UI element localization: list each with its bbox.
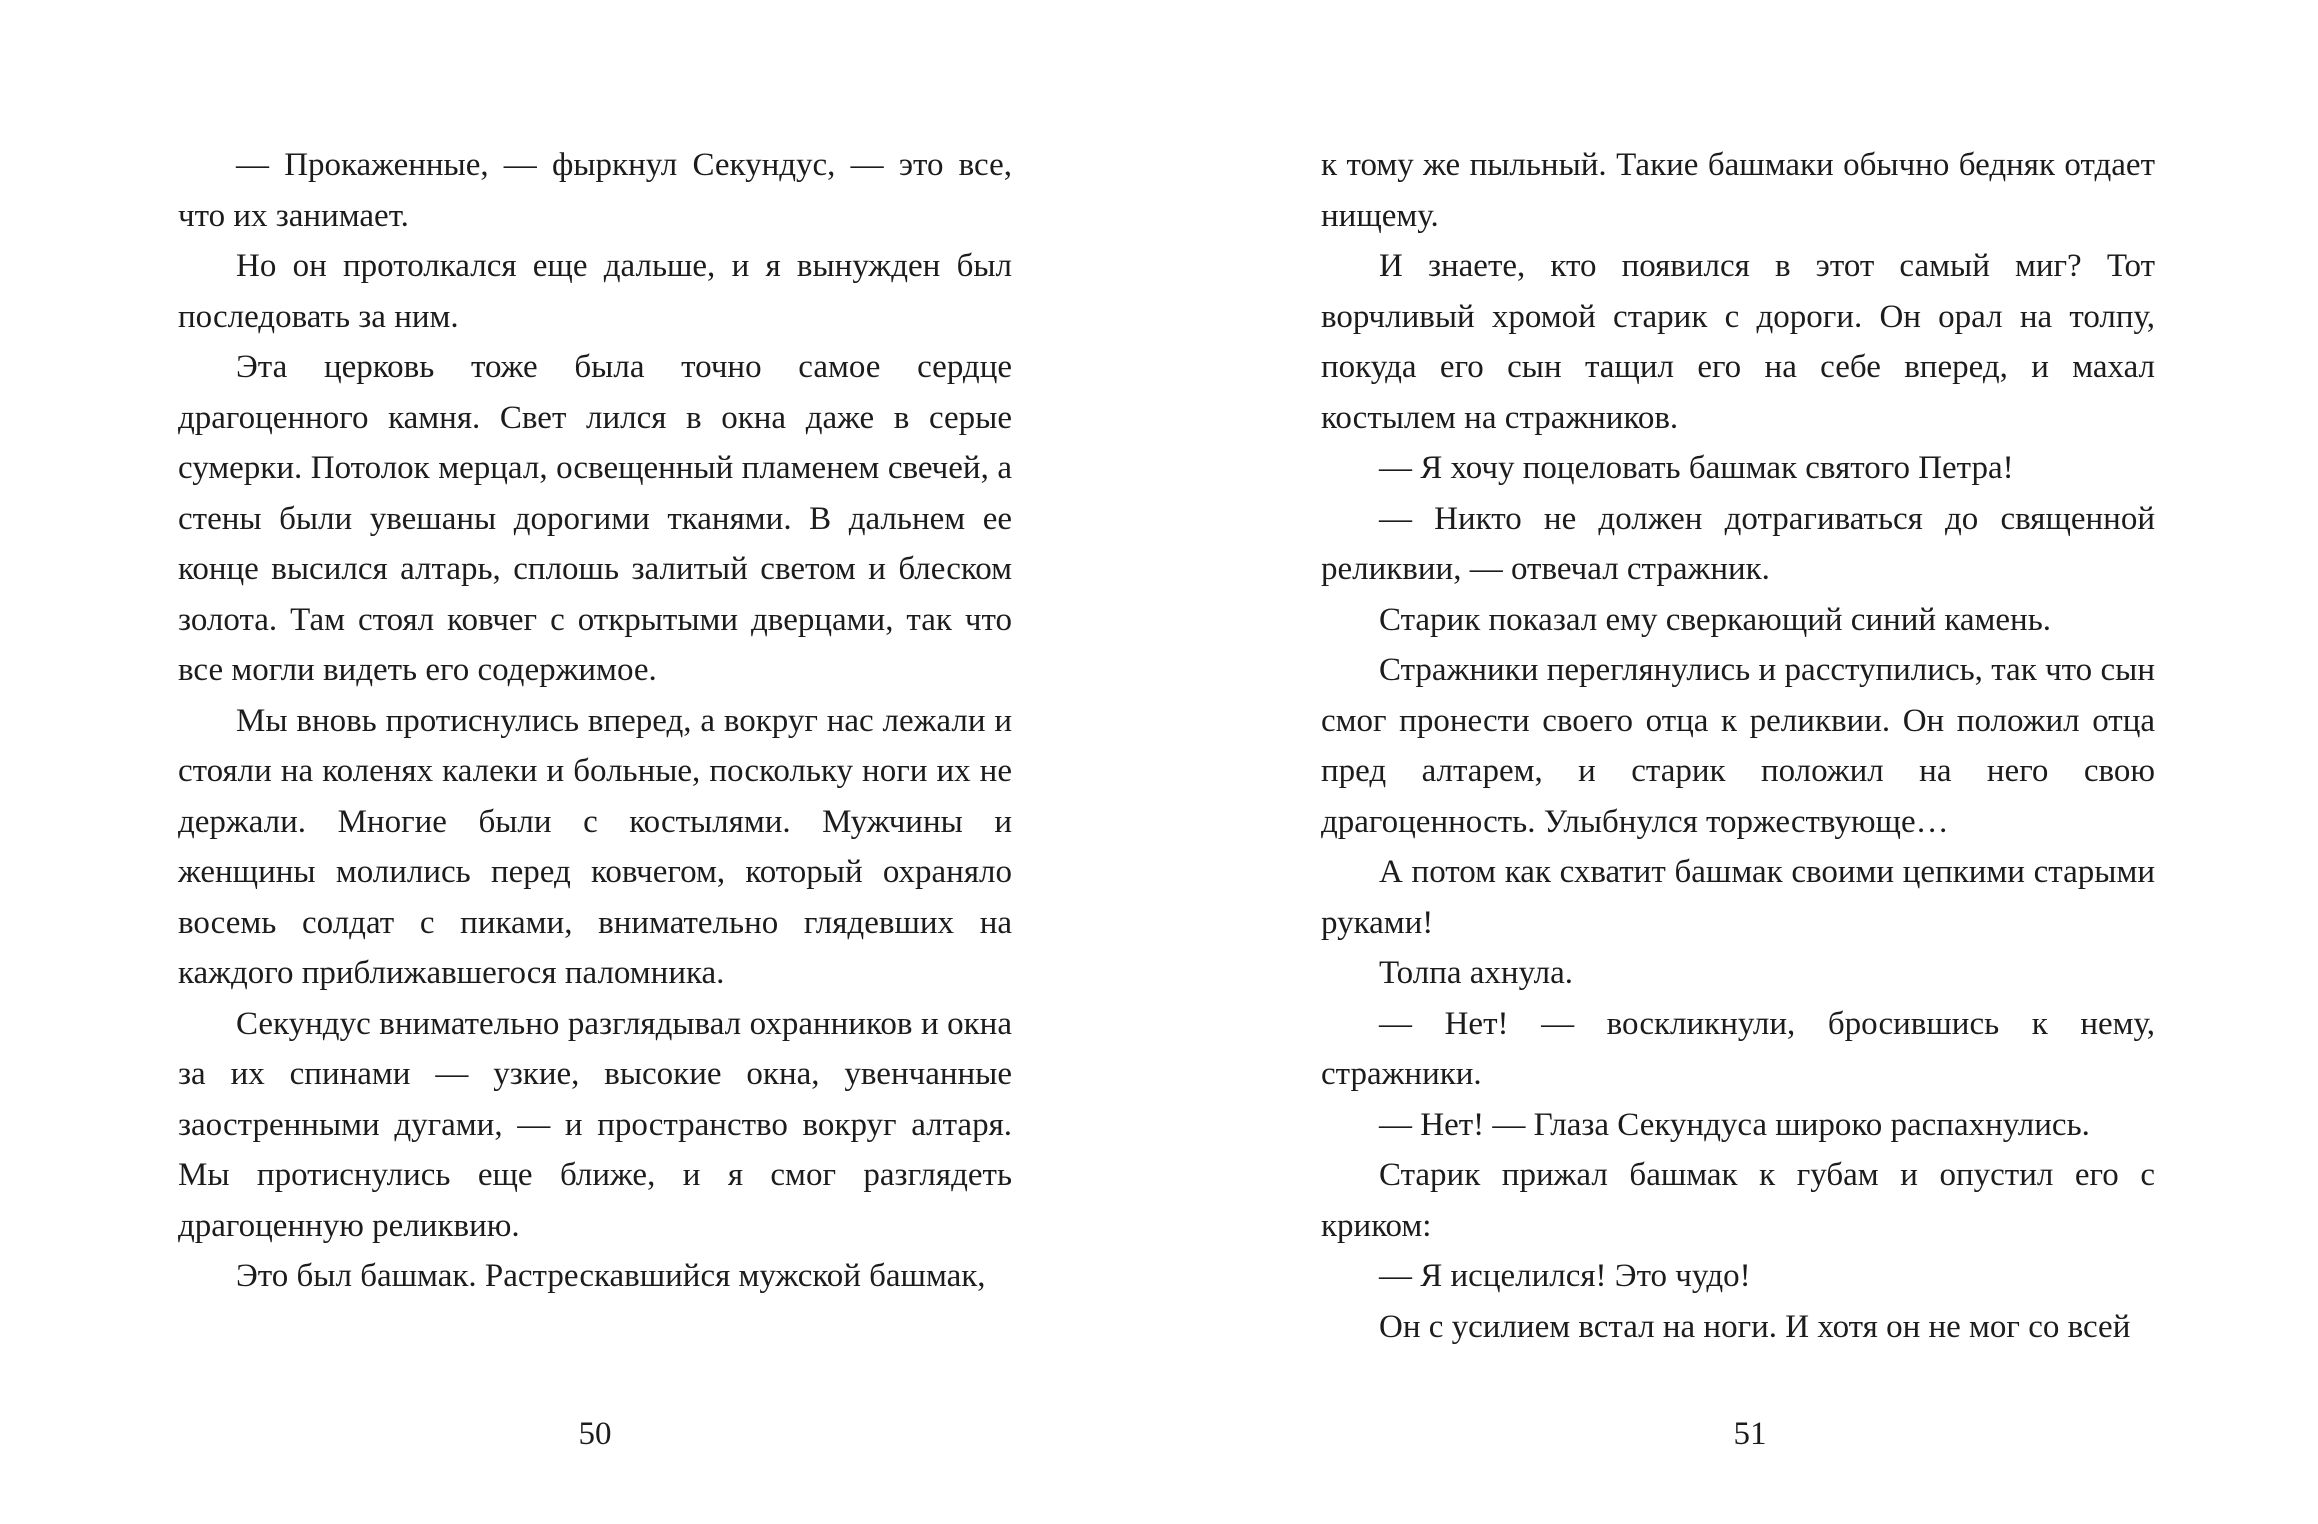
paragraph: — Я хочу поцеловать башмак святого Петра!: [1379, 450, 2014, 486]
right-page: [1159, 0, 2318, 1524]
right-page-text: [1321, 140, 2155, 1352]
page-number: 50: [578, 1416, 612, 1452]
paragraph: Толпа ахнула.: [1379, 955, 1573, 991]
paragraph: Но он протолкался еще дальше, и я вынужден был последовать за ним.: [178, 248, 1012, 335]
paragraph: Он с усилием встал на ноги. И хотя он не мог со всей: [1379, 1308, 2131, 1345]
paragraph: Стражники переглянулись и расступились, так что сын смог пронести своего отца к реликвии. Он положил отца пред алтарем, и старик положил на него свою драгоценность. Улыбнулся торжествующе…: [1321, 652, 2155, 840]
paragraph: Секундус внимательно разглядывал охранников и окна за их спинами — узкие, высокие окна, увенчанные заостренными дугами, — и пространство вокруг алтаря. Мы протиснулись еще ближе, и я смог разглядеть драгоценную реликвию.: [178, 1005, 1012, 1244]
paragraph: А потом как схватит башмак своими цепкими старыми руками!: [1321, 854, 2155, 941]
page-number: 51: [1733, 1416, 1767, 1452]
paragraph: — Я исцелился! Это чудо!: [1379, 1258, 1751, 1294]
paragraph: — Прокаженные, — фыркнул Секундус, — это все, что их занимает.: [178, 147, 1012, 234]
paragraph: Мы вновь протиснулись вперед, а вокруг нас лежали и стояли на коленях калеки и больные, поскольку ноги их не держали. Многие были с костылями. Мужчины и женщины молились перед ковчегом, который охраняло восемь солдат с пиками, внимательно глядевших на каждого приближавшегося паломника.: [178, 702, 1012, 991]
paragraph: Старик показал ему сверкающий синий камень.: [1379, 601, 2052, 638]
paragraph: И знаете, кто появился в этот самый миг? Тот ворчливый хромой старик с дороги. Он орал на толпу, покуда его сын тащил его на себе вперед, и махал костылем на стражников.: [1321, 248, 2155, 436]
paragraph: — Никто не должен дотрагиваться до священной реликвии, — отвечал стражник.: [1321, 500, 2155, 587]
paragraph: к тому же пыльный. Такие башмаки обычно бедняк отдает нищему.: [1321, 147, 2155, 234]
left-page-text: [178, 140, 1012, 1302]
paragraph: Старик прижал башмак к губам и опустил его с криком:: [1321, 1157, 2155, 1244]
paragraph: Это был башмак. Растрескавшийся мужской башмак,: [236, 1258, 986, 1294]
paragraph: — Нет! — воскликнули, бросившись к нему, стражники.: [1321, 1005, 2155, 1092]
paragraph: — Нет! — Глаза Секундуса широко распахнулись.: [1379, 1106, 2090, 1143]
paragraph: Эта церковь тоже была точно самое сердце драгоценного камня. Свет лился в окна даже в серые сумерки. Потолок мерцал, освещенный пламенем свечей, а стены были увешаны дорогими тканями. В дальнем ее конце высился алтарь, сплошь залитый светом и блеском золота. Там стоял ковчег с открытыми дверцами, так что все могли видеть его содержимое.: [178, 349, 1012, 688]
